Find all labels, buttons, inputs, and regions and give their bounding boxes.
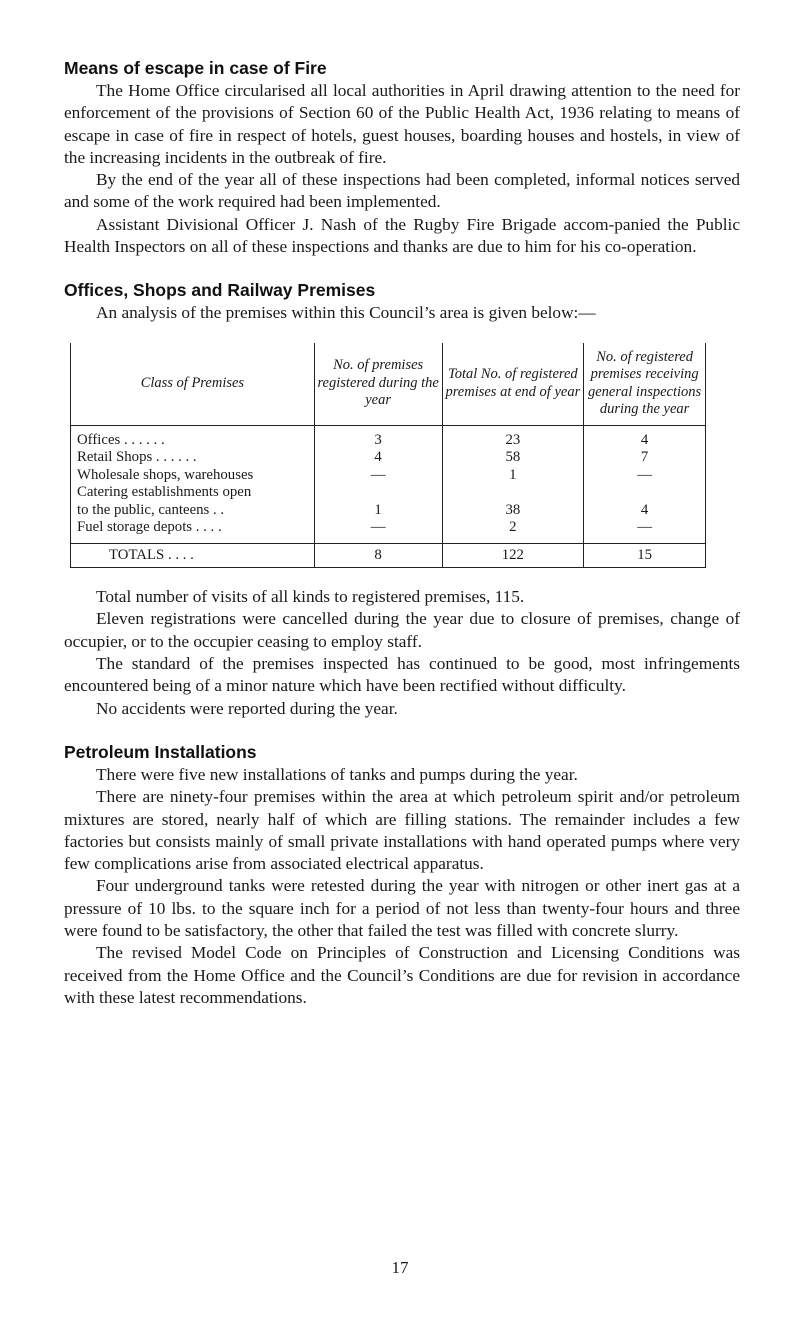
cell-inspections [584,484,706,502]
table-row [71,467,706,485]
cell-class: Offices . . . . . . [71,425,315,449]
cell-total: 2 [442,519,584,543]
cell-registered: 3 [314,425,442,449]
cell-registered: — [314,519,442,543]
cell-class: Fuel storage depots . . . . [71,519,315,543]
offices-intro: An analysis of the premises within this Council’s area is given below:— [96,303,596,323]
table-row [71,425,706,449]
totals-registered: 8 [314,543,442,568]
table-row [71,502,706,520]
offices-paragraph-3: The standard of the premises inspected has continued to be good, most infringements encountered being of a minor nature which have been rectified without difficulty. [64,654,740,696]
premises-table [70,343,706,569]
section-heading-petroleum: Petroleum Installations [64,741,257,762]
cell-class: Catering establishments open [71,484,315,502]
header-total-registered: Total No. of registered premises at end of year [442,343,584,426]
cell-total: 1 [442,467,584,485]
fire-paragraph-2: By the end of the year all of these inspections had been completed, informal notices served and some of the work required had been implemented. [64,170,740,212]
section-heading-fire: Means of escape in case of Fire [64,58,327,78]
petroleum-paragraph-2: There are ninety-four premises within the area at which petroleum spirit and/or petroleum mixtures are stored, nearly half of which are filling stations. The remainder includes a few factories but consists mainly of small private installations with hand operated pumps where very few complications arise from associated electrical apparatus. [64,787,740,874]
totals-inspections: 15 [584,543,706,568]
table-row [71,519,706,543]
totals-row [71,543,706,568]
document-page [64,56,740,1009]
header-registered-during-year: No. of premises registered during the year [314,343,442,426]
totals-label: TOTALS . . . . [71,543,315,568]
cell-registered: 4 [314,449,442,467]
cell-inspections: 7 [584,449,706,467]
cell-inspections: 4 [584,502,706,520]
cell-total: 23 [442,425,584,449]
table-row [71,484,706,502]
cell-inspections: — [584,519,706,543]
cell-inspections: — [584,467,706,485]
cell-inspections: 4 [584,425,706,449]
header-class-of-premises: Class of Premises [71,343,315,426]
cell-class: to the public, canteens . . [71,502,315,520]
header-general-inspections: No. of registered premises receiving general inspections during the year [584,343,706,426]
cell-total: 38 [442,502,584,520]
cell-class: Retail Shops . . . . . . [71,449,315,467]
cell-class: Wholesale shops, warehouses [71,467,315,485]
fire-paragraph-1: The Home Office circularised all local authorities in April drawing attention to the need for enforcement of the provisions of Section 60 of the Public Health Act, 1936 relating to means of escape in case of fire in respect of hotels, guest houses, boarding houses and hostels, in view of the increasing incidents in the outbreak of fire. [64,81,740,167]
offices-paragraph-1: Total number of visits of all kinds to registered premises, 115. [96,587,525,607]
totals-total: 122 [442,543,584,568]
petroleum-paragraph-4: The revised Model Code on Principles of Construction and Licensing Conditions was received from the Home Office and the Council’s Conditions are due for revision in accordance with these latest recommendations. [64,943,740,1007]
section-heading-offices: Offices, Shops and Railway Premises [64,280,376,301]
table-header-row [71,343,706,426]
cell-registered [314,484,442,502]
offices-paragraph-2: Eleven registrations were cancelled during the year due to closure of premises, change of occupier, or to the occupier ceasing to employ staff. [64,609,740,651]
table-row [71,449,706,467]
cell-registered: — [314,467,442,485]
petroleum-paragraph-1: There were five new installations of tanks and pumps during the year. [96,764,578,784]
cell-total [442,484,584,502]
fire-paragraph-3: Assistant Divisional Officer J. Nash of the Rugby Fire Brigade accom-panied the Public Health Inspectors on all of these inspections and thanks are due to him for his co-operation. [64,214,740,257]
page-number: 17 [391,1258,409,1277]
cell-total: 58 [442,449,584,467]
offices-paragraph-4: No accidents were reported during the year. [96,698,398,718]
petroleum-paragraph-3: Four underground tanks were retested during the year with nitrogen or other inert gas at a pressure of 10 lbs. to the square inch for a period of not less than twenty-four hours and three were found to be satisfactory, the other that failed the test was filled with concrete slurry. [64,876,740,941]
cell-registered: 1 [314,502,442,520]
